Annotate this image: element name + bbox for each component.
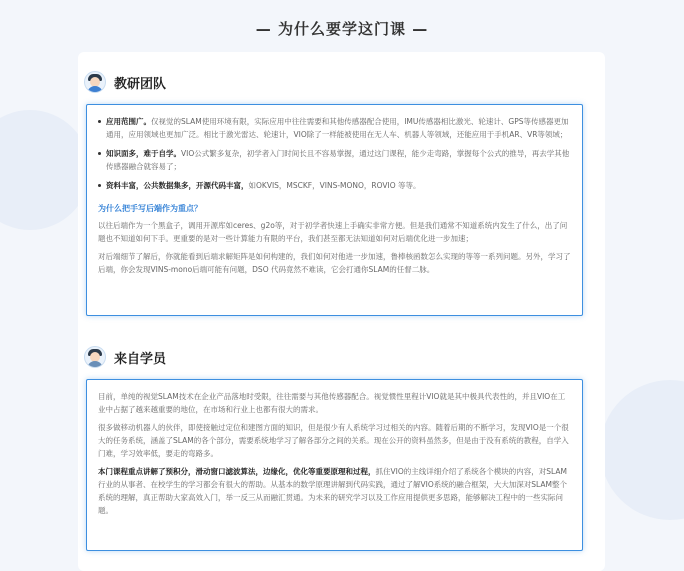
students-content-box [86,379,583,551]
paragraph [98,421,571,460]
paragraph [98,390,571,416]
bullet-item [98,147,571,173]
content-card [78,52,605,571]
paragraph: 对后端细节了解后，你就能看到后端求解矩阵是如何构建的，我们如何对他进一步加速，鲁棒核函数怎么实现的等等一系列问题。另外，学习了后端，你会发现VINS-mono后端可能有问题，DSO 代码竟然不难读，它会打通你SLAM的任督二脉。 [98,252,571,274]
students-section-title: 来自学员 [114,351,167,367]
background-decoration [0,110,90,230]
paragraph [98,465,571,517]
paragraph-bold: 本门课程重点讲解了预积分，滑动窗口滤波算法，边缘化，优化等重要原理和过程， [98,467,376,476]
students-section-header [84,344,166,370]
team-content-box [86,104,583,316]
bullet-text: 仅视觉的SLAM使用环境有限，实际应用中往往需要和其他传感器配合使用，IMU传感器相比激光、轮速计、GPS等传感器更加通用，应用领域也更加广泛。相比于激光雷达、轮速计，VIO除了一样能被使用在无人车、机器人等领域，还能应用于手机AR、VR等领域； [106,117,569,139]
paragraph-text: 抓住VIO的主线详细介绍了系统各个模块的内容，对SLAM行业的从事者、在校学生的学习都会有很大的帮助。从基本的数学原理讲解到代码实践，通过了解VIO系统的融合框架，大大加深对SLAM整个系统的理解，真正帮助大家高效入门，举一反三从而融汇贯通。为未来的研究学习以及工作应用提供更多思路，能够解决工程中的一些实际问题。 [98,467,567,515]
page-title: — 为什么要学这门课 — [255,20,429,38]
sub-question-heading: 为什么把手写后端作为重点？ [98,204,202,213]
bullet-text: 如OKVIS，MSCKF，VINS-MONO，ROVIO 等等。 [248,181,421,190]
bullet-item [98,179,571,192]
bullet-bold: 知识面多，难于自学。 [106,149,181,158]
bullet-item [98,115,571,141]
bullet-bold: 应用范围广。 [106,117,151,126]
paragraph: 以往后端作为一个黑盒子，调用开源库如ceres、g2o等，对于初学者快速上手确实非常方便。但是我们通常不知道系统内发生了什么，出了问题也不知道如何下手。更重要的是对一些计算能力有限的平台，我们甚至都无法知道如何对后端优化进一步加速； [98,221,568,243]
paragraph-text: 目前，单纯的视觉SLAM技术在企业产品落地时受限，往往需要与其他传感器配合。视觉惯性里程计VIO就是其中极具代表性的，并且VIO在工业中占据了越来越重要的地位，在市场和行业上也都有很大的需求。 [98,392,566,414]
bullet-text: VIO公式繁多复杂，初学者入门时间长且不容易掌握，通过这门课程，能少走弯路，掌握每个公式的推导，再去学其他传感器融合就容易了； [106,149,570,171]
team-section-title: 教研团队 [114,76,167,92]
team-section-header [84,69,166,95]
bullet-bold: 资料丰富，公共数据集多，开源代码丰富， [106,181,249,190]
background-decoration [600,380,684,520]
teacher-avatar-icon [84,71,106,93]
student-avatar-icon [84,346,106,368]
paragraph-text: 很多做移动机器人的伙伴，即使接触过定位和建图方面的知识，但是很少有人系统学习过相关的内容。随着后期的不断学习，发现VIO是一个很大的任务系统，涵盖了SLAM的各个部分，需要系统地学习了解各部分之间的关系。现在公开的资料虽然多，但是由于没有系统的教程，自学入门难，学习效率低，要走的弯路多。 [98,423,569,458]
